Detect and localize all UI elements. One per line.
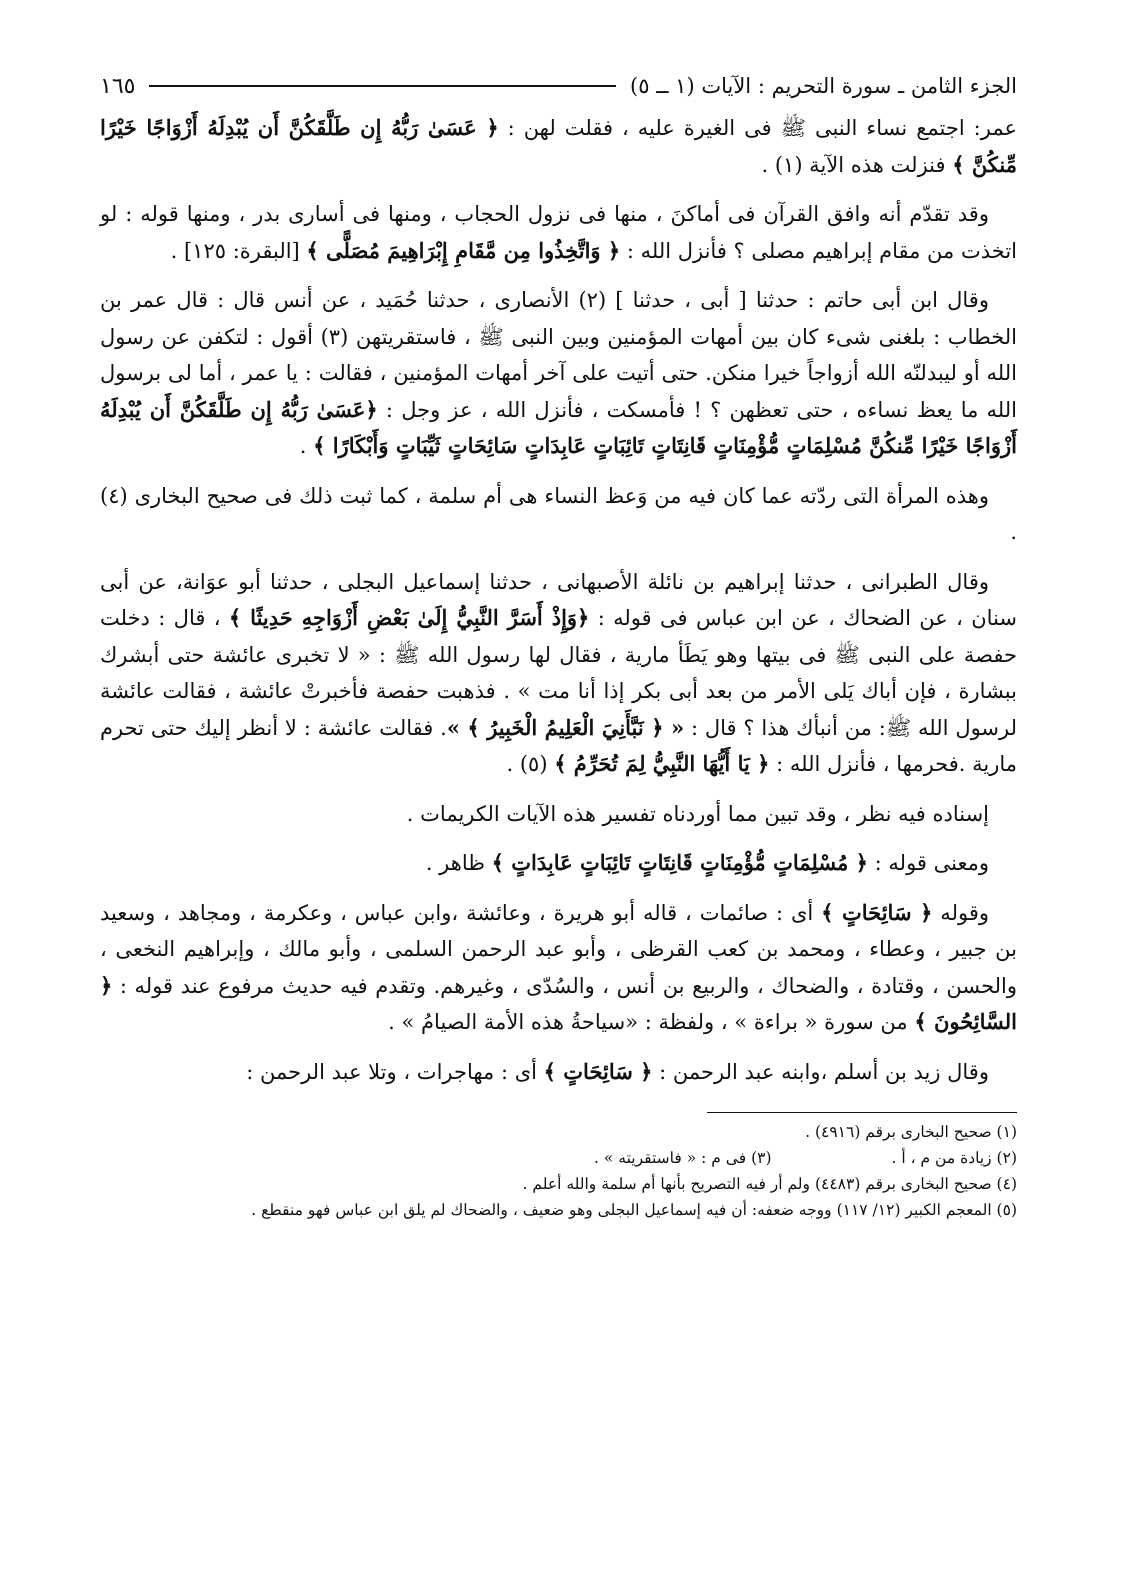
- footnotes: [100, 1119, 1017, 1223]
- quran-quote: ﴿ وَاتَّخِذُوا مِن مَّقَامِ إِبْرَاهِيمَ مُصَلًّى ﴾: [306, 237, 621, 263]
- text-run: وقال زيد بن أسلم ،وابنه عبد الرحمن :: [652, 1059, 989, 1084]
- quran-quote: ﴿ عَسَىٰ رَبُّهُ إِن طَلَّقَكُنَّ أَن يُبْدِلَهُ أَزْوَاجًا خَيْرًا مِّنكُنَّ ﴾: [100, 115, 1017, 177]
- footnote-2: (٢) زيادة من م ، أ .: [891, 1149, 1017, 1167]
- text-run: وقال الطبرانى ، حدثنا إبراهيم بن نائلة الأصبهانى ، حدثنا إسماعيل البجلى ، حدثنا أبو عوَانة، عن أبى سنان ، عن الضحاك ، عن ابن عباس فى قوله :: [100, 569, 1018, 630]
- quran-quote: ﴿ يَا أَيُّهَا النَّبِيُّ لِمَ تُحَرِّمُ ﴾: [554, 751, 770, 776]
- text-run: وقوله: [932, 900, 989, 925]
- paragraph: [100, 845, 1017, 882]
- quran-quote: ﴿ سَائِحَاتٍ ﴾: [543, 1058, 653, 1084]
- page-number: ١٦٥: [100, 73, 136, 99]
- footnote-rule: [707, 1112, 1017, 1113]
- footnote-5: (٥) المعجم الكبير (١٢/ ١١٧) ووجه ضعفه: أن فيه إسماعيل البجلى وهو ضعيف ، والضحاك لم يلق ابن عباس فهو منقطع .: [251, 1201, 1017, 1219]
- text-run: وقد تقدّم أنه وافق القرآن فى أماكنَ ، منها فى نزول الحجاب ، ومنها فى أسارى بدر ، ومنها قوله : لو اتخذت من مقام إبراهيم مصلى ؟ فأنزل الله :: [100, 202, 1017, 263]
- text-run: وهذه المرأة التى ردّته عما كان فيه من وَعظ النساء هى أم سلمة ، كما ثبت ذلك فى صحيح البخارى (٤) .: [100, 483, 1017, 544]
- quran-quote: ﴿ مُسْلِمَاتٍ مُّؤْمِنَاتٍ قَانِتَاتٍ تَائِبَاتٍ عَابِدَاتٍ ﴾: [491, 850, 868, 875]
- text-run: وقال ابن أبى حاتم : حدثنا [ أبى ، حدثنا ] (٢) الأنصارى ، حدثنا حُمَيد ، عن أنس قال : قال عمر بن الخطاب : بلغنى شىء كان بين أمهات المؤمنين وبين النبى ﷺ ، فاستقريتهن (٣) أقول : لتكفن عن رسول الله أو ليبدلنّه الله أزواجاً خيرا منكن. حتى أتيت على آخر أمهات المؤمنين ، فقالت : يا عمر ، أما لى برسول الله ما يعظ نساءه ، حتى تعظهن ؟ ! فأمسكت ، فأنزل الله ، عز وجل :: [100, 288, 1017, 422]
- text-run: ظاهر .: [425, 851, 492, 875]
- footnote-1: (١) صحيح البخارى برقم (٤٩١٦) .: [805, 1123, 1017, 1141]
- text-run: إسناده فيه نظر ، وقد تبين مما أوردناه تفسير هذه الآيات الكريمات .: [406, 801, 989, 826]
- text-run: . فقالت عائشة : لا أنظر إليك حتى تحرم مارية .فحرمها ، فأنزل الله :: [100, 715, 1017, 776]
- paragraph: [100, 282, 1017, 465]
- footnote-4: (٤) صحيح البخارى برقم (٤٤٨٣) ولم أر فيه التصريح بأنها أم سلمة والله أعلم .: [522, 1175, 1017, 1193]
- quran-quote: ﴿عَسَىٰ رَبُّهُ إِن طَلَّقَكُنَّ أَن يُبْدِلَهُ أَزْوَاجًا خَيْرًا مِّنكُنَّ مُسْلِمَاتٍ مُّؤْمِنَاتٍ قَانِتَاتٍ تَائِبَاتٍ عَابِدَاتٍ سَائِحَاتٍ ثَيِّبَاتٍ وَأَبْكَارًا ﴾: [100, 396, 1017, 458]
- header-rule: [149, 85, 616, 87]
- paragraph: [100, 895, 1017, 1041]
- paragraph: [100, 196, 1017, 269]
- quran-quote: ﴿ سَائِحَاتٍ ﴾: [821, 899, 933, 925]
- quran-quote: ﴿وَإِذْ أَسَرَّ النَّبِيُّ إِلَىٰ بَعْضِ أَزْوَاجِهِ حَدِيثًا ﴾: [228, 605, 590, 630]
- text-run: أى : مهاجرات ، وتلا عبد الرحمن :: [246, 1059, 544, 1084]
- footnote-3: (٣) فى م : « فاستقريته » .: [594, 1149, 772, 1167]
- paragraph: [100, 110, 1017, 183]
- paragraph: [100, 796, 1017, 833]
- text-run: ، قال : دخلت حفصة على النبى ﷺ فى بيتها وهو يَطَأ مارية ، فقال لها رسول الله ﷺ : « لا تخبرى عائشة حتى أبشرك ببشارة ، فإن أباك يَلى الأمر من بعد أبى بكر إذا أنا مت » . فذهبت حفصة فأخبرتْ عائشة ، فقالت عائشة لرسول الله ﷺ: من أنبأك هذا ؟ قال :: [100, 606, 1018, 740]
- running-title: الجزء الثامن ـ سورة التحريم : الآيات (١ ــ ٥): [630, 74, 1017, 98]
- quran-quote: « ﴿ نَبَّأَنِيَ الْعَلِيمُ الْخَبِيرُ ﴾ »: [446, 714, 685, 740]
- text-run: ومعنى قوله :: [867, 851, 989, 875]
- footnote-row: [100, 1145, 1017, 1171]
- paragraph: [100, 478, 1017, 551]
- text-run: [البقرة: ١٢٥] .: [170, 238, 307, 263]
- text-run: عمر: اجتمع نساء النبى ﷺ فى الغيرة عليه ، فقلت لهن :: [498, 116, 1017, 140]
- paragraph: [100, 1054, 1017, 1091]
- running-header: [100, 68, 1017, 104]
- text-run: فنزلت هذه الآية (١) .: [761, 152, 953, 177]
- quran-quote: ﴿ السَّائِحُونَ ﴾: [100, 972, 1017, 1034]
- main-text: [100, 110, 1017, 1090]
- paragraph: [100, 564, 1017, 783]
- text-run: (٥) .: [506, 752, 555, 776]
- text-run: من سورة « براءة » ، ولفظة : «سياحةُ هذه الأمة الصيامُ » .: [388, 1010, 915, 1034]
- text-run: أى : صائمات ، قاله أبو هريرة ، وعائشة ،وابن عباس ، وعكرمة ، ومجاهد ، وسعيد بن جبير ، وعطاء ، ومحمد بن كعب القرظى ، وأبو عبد الرحمن السلمى ، وأبو مالك ، وإبراهيم النخعى ، والحسن ، وقتادة ، والضحاك ، والربيع بن أنس ، والسُدّى ، وغيرهم. وتقدم فيه حديث مرفوع عند قوله :: [100, 900, 1017, 998]
- text-run: .: [299, 434, 314, 458]
- book-page: [100, 68, 1017, 1223]
